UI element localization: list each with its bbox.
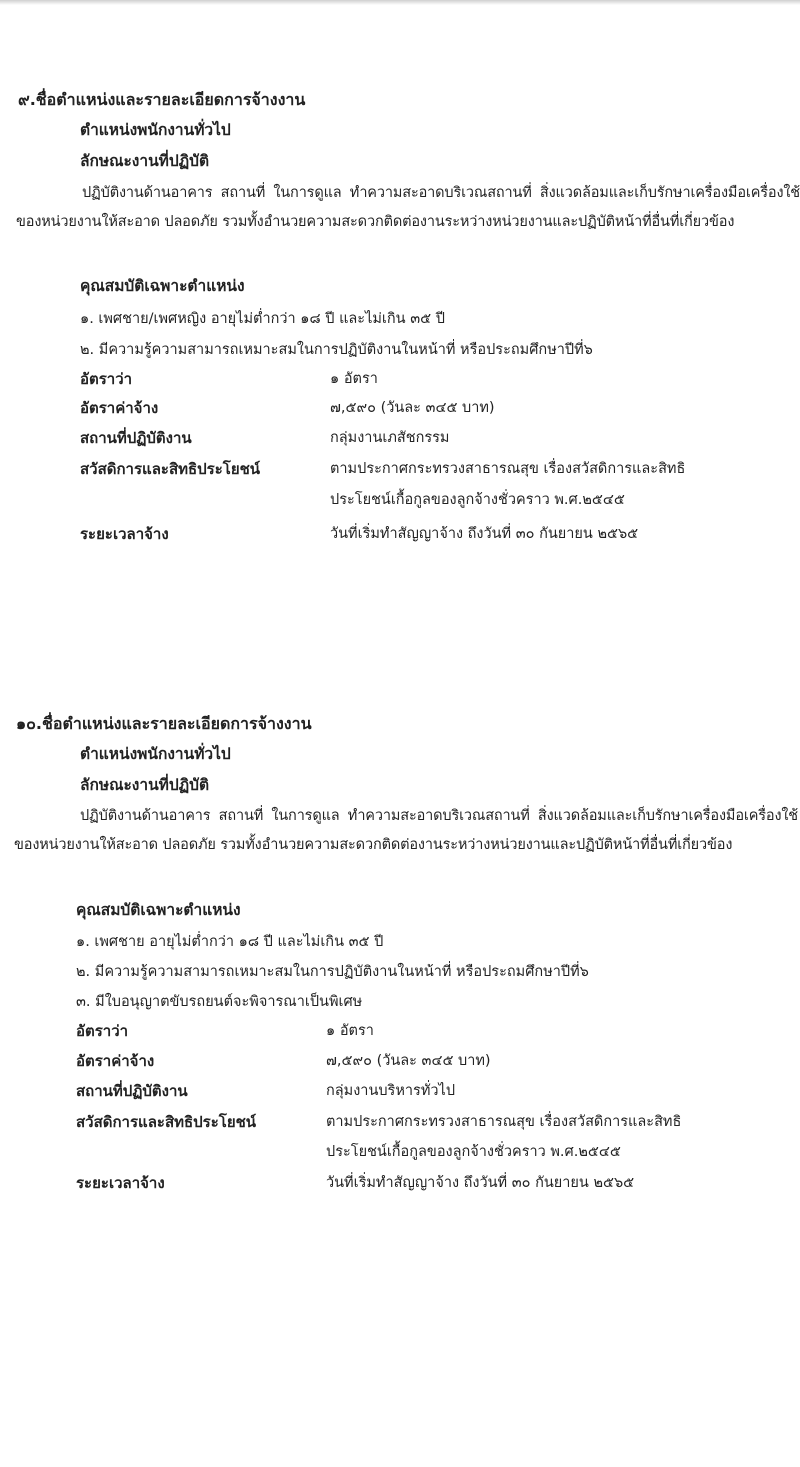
welfare-value-line1: ตามประกาศกระทรวงสาธารณสุข เรื่องสวัสดิการและสิทธิ (330, 461, 686, 477)
rate-label: อัตราว่า (80, 370, 133, 388)
duties-heading: ลักษณะงานที่ปฏิบัติ (80, 152, 210, 170)
welfare-value-line1: ตามประกาศกระทรวงสาธารณสุข เรื่องสวัสดิการและสิทธิ (326, 1114, 682, 1130)
wage-label: อัตราค่าจ้าง (76, 1052, 155, 1070)
rate-label: อัตราว่า (76, 1022, 129, 1040)
qualifications-heading: คุณสมบัติเฉพาะตำแหน่ง (80, 277, 245, 295)
qualification-item: ๑. เพศชาย/เพศหญิง อายุไม่ต่ำกว่า ๑๘ ปี และไม่เกิน ๓๕ ปี (80, 311, 445, 327)
duties-text: ปฏิบัติงานด้านอาคาร สถานที่ ในการดูแล ทำความสะอาดบริเวณสถานที่ สิ่งแวดล้อมและเก็บรักษาเครื่องมือเครื่องใช้ของหน่วยงานให้สะอาด ปลอดภัย รวมทั้งอำนวยความสะดวกติดต่องานระหว่างหน่วยงานและปฏิบัติหน้าที่อื่นที่เกี่ยวข้อง (16, 185, 800, 230)
period-value: วันที่เริ่มทำสัญญาจ้าง ถึงวันที่ ๓๐ กันยายน ๒๕๖๕ (326, 1175, 635, 1191)
duties-heading: ลักษณะงานที่ปฏิบัติ (80, 776, 210, 794)
wage-label: อัตราค่าจ้าง (80, 399, 159, 417)
position-title: ตำแหน่งพนักงานทั่วไป (80, 121, 231, 139)
welfare-value-line2: ประโยชน์เกื้อกูลของลูกจ้างชั่วคราว พ.ศ.๒๕๔๕ (330, 492, 625, 508)
qualifications-heading: คุณสมบัติเฉพาะตำแหน่ง (76, 901, 241, 919)
page-top-edge (0, 0, 800, 5)
period-label: ระยะเวลาจ้าง (76, 1174, 165, 1192)
workplace-label: สถานที่ปฏิบัติงาน (76, 1082, 188, 1100)
workplace-value: กลุ่มงานเภสัชกรรม (330, 430, 450, 446)
section-heading: ๑๐.ชื่อตำแหน่งและรายละเอียดการจ้างงาน (16, 714, 312, 733)
qualification-item: ๑. เพศชาย อายุไม่ต่ำกว่า ๑๘ ปี และไม่เกิน ๓๕ ปี (76, 934, 384, 950)
rate-value: ๑ อัตรา (326, 1023, 374, 1039)
wage-value: ๗,๕๙๐ (วันละ ๓๔๕ บาท) (326, 1053, 491, 1069)
position-title: ตำแหน่งพนักงานทั่วไป (80, 745, 231, 763)
section-heading: ๙.ชื่อตำแหน่งและรายละเอียดการจ้างงาน (18, 90, 306, 109)
rate-value: ๑ อัตรา (330, 371, 378, 387)
qualification-item: ๓. มีใบอนุญาตขับรถยนต์จะพิจารณาเป็นพิเศษ (76, 994, 363, 1010)
workplace-label: สถานที่ปฏิบัติงาน (80, 429, 192, 447)
period-label: ระยะเวลาจ้าง (80, 525, 169, 543)
welfare-value-line2: ประโยชน์เกื้อกูลของลูกจ้างชั่วคราว พ.ศ.๒๕๔๕ (326, 1144, 621, 1160)
wage-value: ๗,๕๙๐ (วันละ ๓๔๕ บาท) (330, 400, 495, 416)
duties-text: ปฏิบัติงานด้านอาคาร สถานที่ ในการดูแล ทำความสะอาดบริเวณสถานที่ สิ่งแวดล้อมและเก็บรักษาเครื่องมือเครื่องใช้ของหน่วยงานให้สะอาด ปลอดภัย รวมทั้งอำนวยความสะดวกติดต่องานระหว่างหน่วยงานและปฏิบัติหน้าที่อื่นที่เกี่ยวข้อง (14, 808, 798, 853)
workplace-value: กลุ่มงานบริหารทั่วไป (326, 1083, 456, 1099)
qualification-item: ๒. มีความรู้ความสามารถเหมาะสมในการปฏิบัติงานในหน้าที่ หรือประถมศึกษาปีที่๖ (76, 964, 589, 980)
welfare-label: สวัสดิการและสิทธิประโยชน์ (76, 1113, 257, 1131)
period-value: วันที่เริ่มทำสัญญาจ้าง ถึงวันที่ ๓๐ กันยายน ๒๕๖๕ (330, 526, 639, 542)
welfare-label: สวัสดิการและสิทธิประโยชน์ (80, 460, 261, 478)
qualification-item: ๒. มีความรู้ความสามารถเหมาะสมในการปฏิบัติงานในหน้าที่ หรือประถมศึกษาปีที่๖ (80, 342, 593, 358)
